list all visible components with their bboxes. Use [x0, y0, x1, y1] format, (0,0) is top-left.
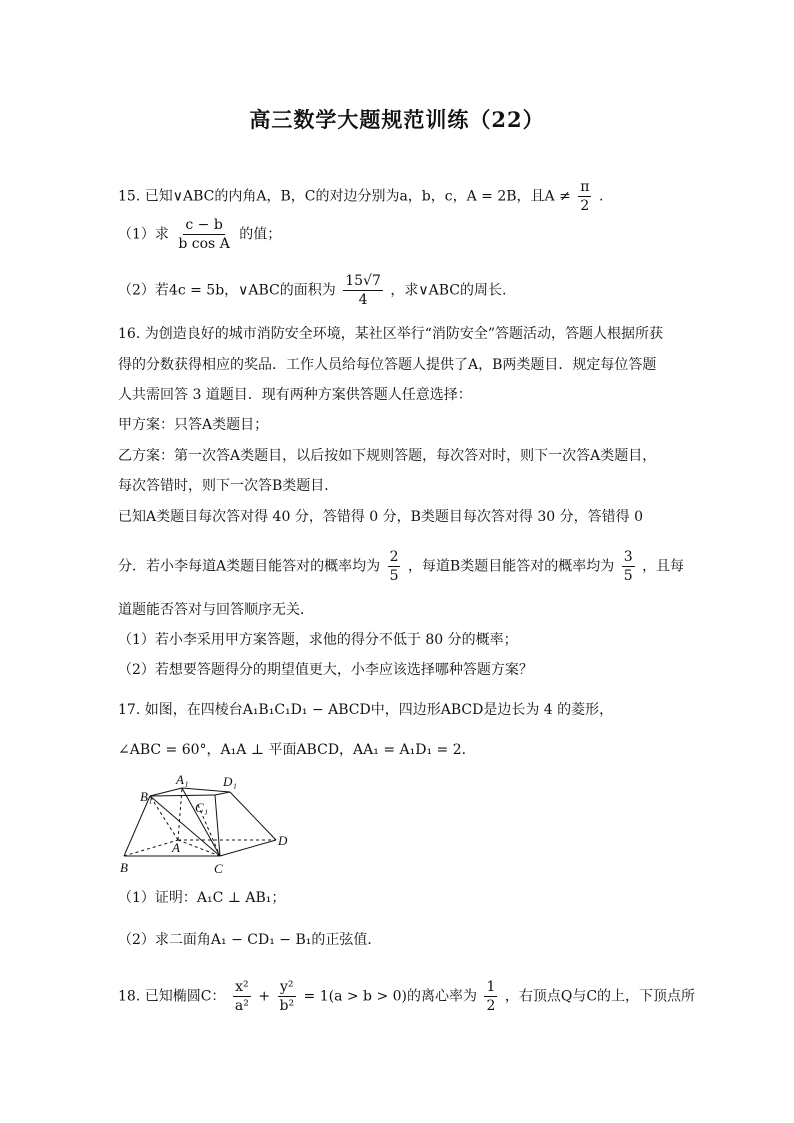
fraction: $\frac{\text{y²}}{\text{b²}}$	[279, 979, 295, 1014]
label-B: B	[120, 860, 128, 875]
q16-part1: （1）若小李采用甲方案答题，求他的得分不低于 80 分的概率；	[118, 632, 518, 648]
fraction: $\frac{15√7}{4}$	[345, 273, 381, 308]
q16-line-6: 每次答错时，则下一次答B类题目．	[118, 478, 339, 494]
label-C1: C₁	[195, 800, 209, 815]
q16-line-3: 人共需回答 3 道题目．现有两种方案供答题人任意选择：	[118, 387, 472, 403]
q16-line-7: 已知A类题目每次答对得 40 分，答错得 0 分，B类题目每次答对得 30 分，答错得 0	[118, 509, 643, 525]
page-title: 高三数学大题规范训练（22）	[249, 107, 545, 132]
q16-line-2: 得的分数获得相应的奖品．工作人员给每位答题人提供了A，B两类题目．规定每位答题	[118, 357, 657, 373]
label-A: A	[172, 840, 180, 855]
fraction: $\frac{1}{2}$	[486, 979, 496, 1014]
label-D: D	[278, 833, 288, 848]
q16-part2: （2）若想要答题得分的期望值更大，小李应该选择哪种答题方案？	[118, 662, 533, 678]
label-C: C	[214, 861, 223, 876]
q16-line-9: 道题能否答对与回答顺序无关．	[118, 602, 314, 618]
label-D1: D₁	[223, 774, 237, 789]
q17-line-2: ∠ABC = 60°，A₁A ⊥ 平面ABCD，AA₁ = A₁D₁ = 2．	[118, 742, 476, 758]
fraction: $\frac{\text{x²}}{\text{a²}}$	[234, 979, 249, 1014]
label-A1: A₁	[176, 772, 189, 787]
fraction: $\frac{2}{5}$	[389, 549, 399, 584]
q18-line-1: 18. 已知椭圆C： $\frac{\text{x²}}{\text{a²}}$ + $\frac{\text{y²}}{\text{b²}}$ = 1(a > b > 0)的离心率为 $\frac{1}{2}$ ，右顶点Q与C的上，下顶点所	[118, 979, 696, 1014]
q17-part1: （1）证明：A₁C ⊥ AB₁；	[118, 890, 286, 906]
q15-part1: （1）求 $\frac{c - b}{\text{b cos A}}$ 的值；	[118, 217, 282, 252]
q16-line-4: 甲方案：只答A类题目；	[118, 417, 269, 433]
frustum-figure	[118, 770, 298, 878]
q17-line-1: 17. 如图，在四棱台A₁B₁C₁D₁ − ABCD中，四边形ABCD是边长为 4 的菱形，	[118, 702, 614, 718]
q17-part2: （2）求二面角A₁ − CD₁ − B₁的正弦值．	[118, 932, 382, 948]
fraction: $\frac{3}{5}$	[623, 549, 633, 584]
fraction: $\frac{\pi}{2}$	[580, 179, 590, 214]
q15-stem: 15. 已知∨ABC的内角A，B，C的对边分别为a，b，c，A = 2B，且A ≠ $\frac{\pi}{2}$ .	[118, 179, 604, 214]
q16-line-5: 乙方案：第一次答A类题目，以后按如下规则答题，每次答对时，则下一次答A类题目，	[118, 448, 657, 464]
q15-part2: （2）若4c = 5b，∨ABC的面积为 $\frac{15√7}{4}$ ，求∨ABC的周长.	[118, 273, 507, 308]
fraction: $\frac{c - b}{\text{b cos A}}$	[178, 217, 230, 252]
q16-line-8: 分．若小李每道A类题目能答对的概率均为 $\frac{2}{5}$ ，每道B类题目能答对的概率均为 $\frac{3}{5}$ ，且每	[118, 549, 685, 584]
label-B1: B₁	[140, 789, 153, 804]
q16-line-1: 16. 为创造良好的城市消防安全环境，某社区举行“消防安全”答题活动，答题人根据所获	[118, 326, 664, 342]
